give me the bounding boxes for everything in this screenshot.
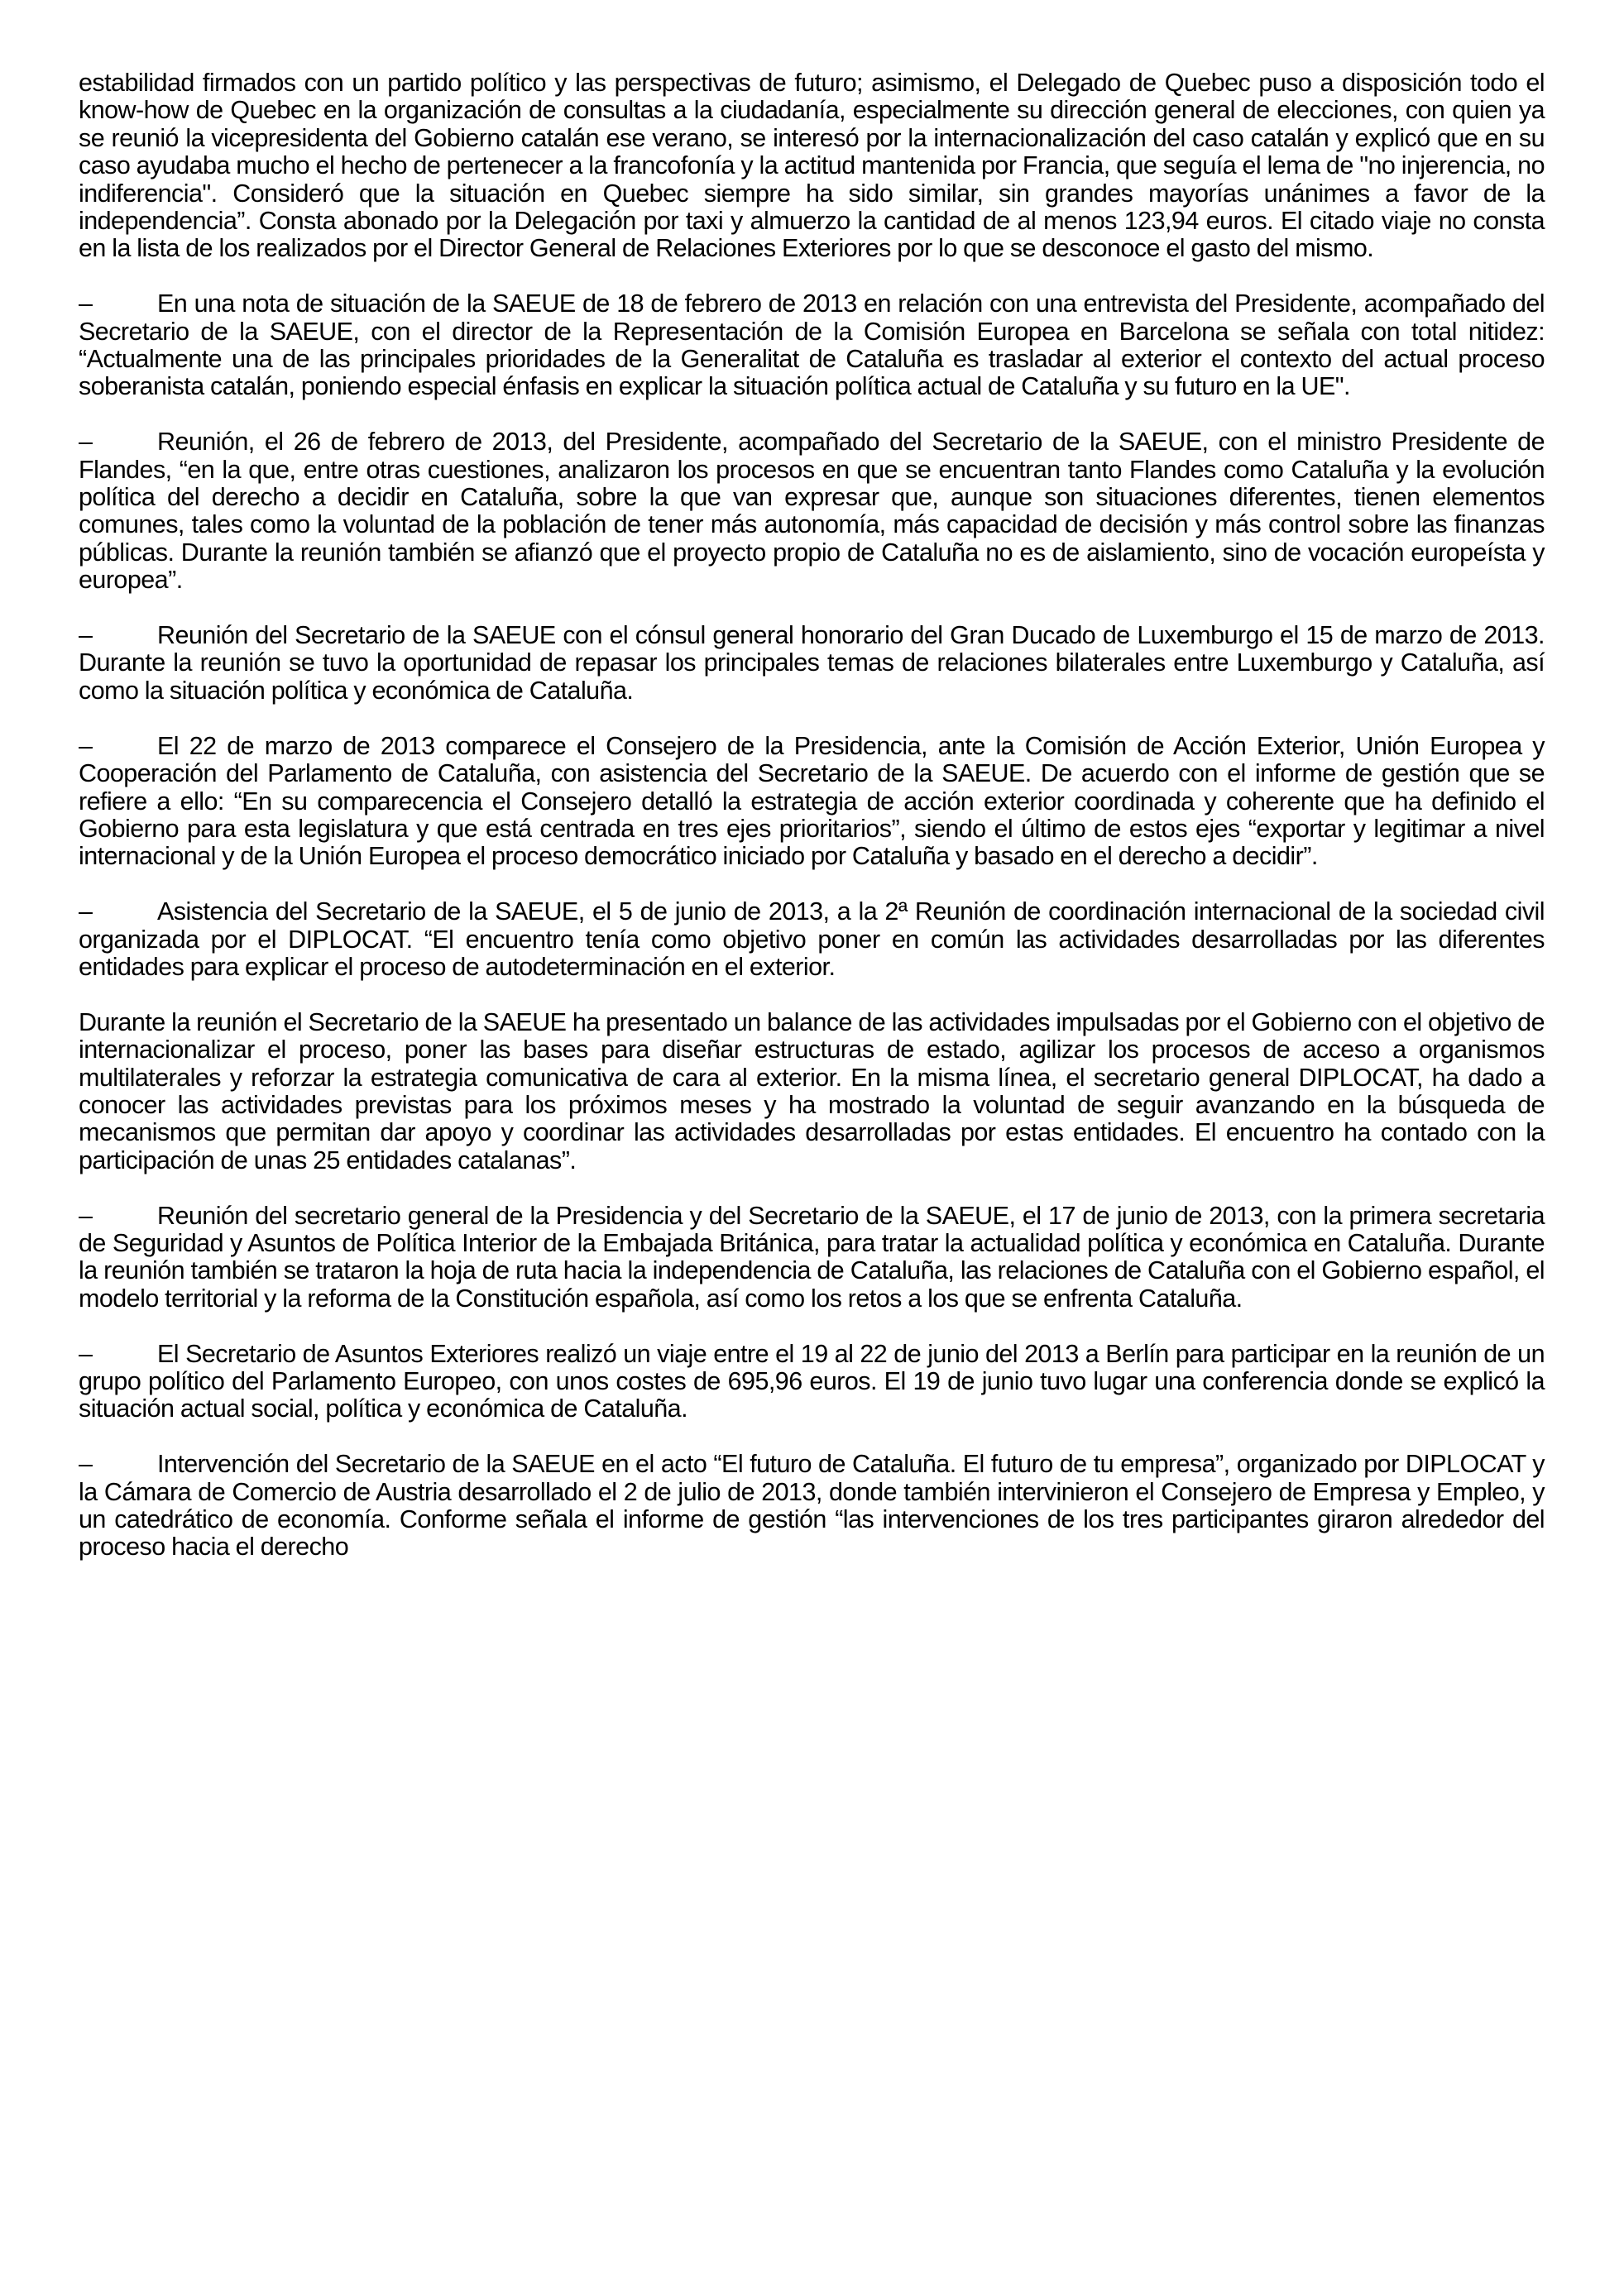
document-page (79, 69, 1545, 1589)
bullet-item-embajada-britanica (79, 1203, 1545, 1313)
paragraph-text: Asistencia del Secretario de la SAEUE, el 5 de junio de 2013, a la 2ª Reunión de coordinación internacional de la sociedad civil organizada por el DIPLOCAT. “El encuentro tenía como objetivo poner en común las actividades desarrolladas por las diferentes entidades para explicar el proceso de autodeterminación en el exterior. (79, 897, 1545, 981)
paragraph-text: Reunión, el 26 de febrero de 2013, del Presidente, acompañado del Secretario de la SAEUE, con el ministro Presidente de Flandes, “en la que, entre otras cuestiones, analizaron los procesos en que se encuentran tanto Flandes como Cataluña y la evolución política del derecho a decidir en Cataluña, sobre la que van expresar que, aunque son situaciones diferentes, tienen elementos comunes, tales como la voluntad de la población de tener más autonomía, más capacidad de decisión y más control sobre las finanzas públicas. Durante la reunión también se afianzó que el proyecto propio de Cataluña no es de aislamiento, sino de vocación europeísta y europea”. (79, 428, 1545, 595)
paragraph-continuation (79, 69, 1545, 263)
paragraph-text: estabilidad firmados con un partido político y las perspectivas de futuro; asimismo, el Delegado de Quebec puso a disposición todo el know-how de Quebec en la organización de consultas a la ciudadanía, especialmente su dirección general de elecciones, con quien ya se reunió la vicepresidenta del Gobierno catalán ese verano, se interesó por la internacionalización del caso catalán y explicó que en su caso ayudaba mucho el hecho de pertenecer a la francofonía y la actitud mantenida por Francia, que seguía el lema de "no injerencia, no indiferencia". Consideró que la situación en Quebec siempre ha sido similar, sin grandes mayorías unánimes a favor de la independencia”. Consta abonado por la Delegación por taxi y almuerzo la cantidad de al menos 123,94 euros. El citado viaje no consta en la lista de los realizados por el Director General de Relaciones Exteriores por lo que se desconoce el gasto del mismo. (79, 69, 1545, 263)
bullet-item-consejero-comparecencia (79, 733, 1545, 871)
paragraph-text: El 22 de marzo de 2013 comparece el Consejero de la Presidencia, ante la Comisión de Acción Exterior, Unión Europea y Cooperación del Parlamento de Cataluña, con asistencia del Secretario de la SAEUE. De acuerdo con el informe de gestión que se refiere a ello: “En su comparecencia el Consejero detalló la estrategia de acción exterior coordinada y coherente que ha definido el Gobierno para esta legislatura y que está centrada en tres ejes prioritarios”, siendo el último de estos ejes “exportar y legitimar a nivel internacional y de la Unión Europea el proceso democrático iniciado por Cataluña y basado en el derecho a decidir”. (79, 731, 1545, 871)
dash-bullet-icon: – (79, 428, 93, 457)
paragraph-diplocat-balance (79, 1009, 1545, 1174)
dash-bullet-icon: – (79, 621, 93, 650)
paragraph-text: En una nota de situación de la SAEUE de 18 de febrero de 2013 en relación con una entrevista del Presidente, acompañado del Secretario de la SAEUE, con el director de la Representación de la Comisión Europea en Barcelona se señala con total nitidez: “Actualmente una de las principales prioridades de la Generalitat de Cataluña es trasladar al exterior el contexto del actual proceso soberanista catalán, poniendo especial énfasis en explicar la situación política actual de Cataluña y su futuro en la UE". (79, 289, 1545, 401)
paragraph-text: Durante la reunión el Secretario de la SAEUE ha presentado un balance de las actividades impulsadas por el Gobierno con el objetivo de internacionalizar el proceso, poner las bases para diseñar estructuras de estado, agilizar los procesos de acceso a organismos multilaterales y reforzar la estrategia comunicativa de cara al exterior. En la misma línea, el secretario general DIPLOCAT, ha dado a conocer las actividades previstas para los próximos meses y ha mostrado la voluntad de seguir avanzando en la búsqueda de mecanismos que permitan dar apoyo y coordinar las actividades desarrolladas por estas entidades. El encuentro ha contado con la participación de unas 25 entidades catalanas”. (79, 1007, 1545, 1174)
dash-bullet-icon: – (79, 731, 93, 760)
paragraph-text: Intervención del Secretario de la SAEUE en el acto “El futuro de Cataluña. El futuro de tu empresa”, organizado por DIPLOCAT y la Cámara de Comercio de Austria desarrollado el 2 de julio de 2013, donde también intervinieron el Consejero de Empresa y Empleo, y un catedrático de economía. Conforme señala el informe de gestión “las intervenciones de los tres participantes giraron alrededor del proceso hacia el derecho (79, 1450, 1545, 1562)
paragraph-text: Reunión del Secretario de la SAEUE con el cónsul general honorario del Gran Ducado de Luxemburgo el 15 de marzo de 2013. Durante la reunión se tuvo la oportunidad de repasar los principales temas de relaciones bilaterales entre Luxemburgo y Cataluña, así como la situación política y económica de Cataluña. (79, 621, 1545, 705)
paragraph-text: Reunión del secretario general de la Presidencia y del Secretario de la SAEUE, el 17 de junio de 2013, con la primera secretaria de Seguridad y Asuntos de Política Interior de la Embajada Británica, para tratar la actualidad política y económica en Cataluña. Durante la reunión también se trataron la hoja de ruta hacia la independencia de Cataluña, las relaciones de Cataluña con el Gobierno español, el modelo territorial y la reforma de la Constitución española, así como los retos a los que se enfrenta Cataluña. (79, 1201, 1545, 1313)
bullet-item-luxemburgo-meeting (79, 622, 1545, 705)
dash-bullet-icon: – (79, 289, 93, 318)
dash-bullet-icon: – (79, 1201, 93, 1230)
bullet-item-flandes-meeting (79, 428, 1545, 594)
dash-bullet-icon: – (79, 897, 93, 926)
bullet-item-futuro-cataluna (79, 1451, 1545, 1562)
bullet-item-viaje-berlin (79, 1341, 1545, 1423)
bullet-item-diplocat-reunion (79, 898, 1545, 981)
paragraph-text: El Secretario de Asuntos Exteriores realizó un viaje entre el 19 al 22 de junio del 2013 a Berlín para participar en la reunión de un grupo político del Parlamento Europeo, con unos costes de 695,96 euros. El 19 de junio tuvo lugar una conferencia donde se explicó la situación actual social, política y económica de Cataluña. (79, 1339, 1545, 1423)
bullet-item-saeue-note (79, 290, 1545, 401)
dash-bullet-icon: – (79, 1339, 93, 1368)
dash-bullet-icon: – (79, 1450, 93, 1479)
